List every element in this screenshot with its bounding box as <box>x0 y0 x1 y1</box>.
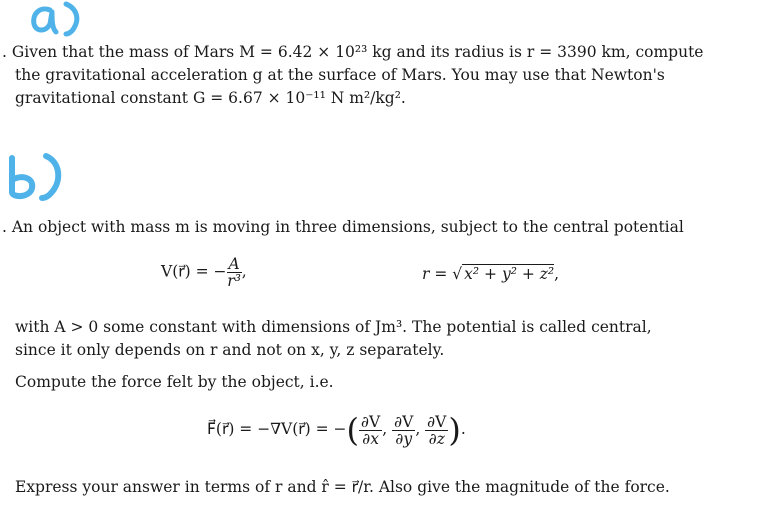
part-a-line-1: . Given that the mass of Mars M = 6.42 × 10²³ kg and its radius is r = 3390 km, compute <box>2 43 704 61</box>
part-b-line-3: since it only depends on r and not on x, y, z separately. <box>15 341 445 359</box>
force-equation <box>207 411 466 449</box>
part-b-line-2: with A > 0 some constant with dimensions of Jm³. The potential is called central, <box>15 318 652 336</box>
radius-lhs: r = <box>422 265 453 283</box>
potential-fraction <box>227 256 242 289</box>
potential-numerator: A <box>228 255 240 273</box>
force-denominator-x: ∂x <box>362 429 379 448</box>
radius-equation <box>422 265 559 283</box>
comma-1: , <box>382 420 393 438</box>
radius-sqrt-body: x² + y² + z² <box>464 265 555 283</box>
force-denominator-y: ∂y <box>395 429 413 448</box>
handwritten-label-b <box>2 152 72 204</box>
part-b-line-5: Express your answer in terms of r and r̂ = r⃗/r. Also give the magnitude of the force. <box>15 478 670 496</box>
part-a-line-3: gravitational constant G = 6.67 × 10⁻¹¹ N m²/kg². <box>15 89 406 107</box>
potential-lhs: V(r⃗) = − <box>161 262 227 281</box>
sqrt-icon: √ <box>452 265 463 283</box>
force-numerator-z: ∂V <box>427 412 447 431</box>
force-fraction-z <box>425 414 448 447</box>
force-numerator-y: ∂V <box>394 412 414 431</box>
potential-end: , <box>241 262 247 281</box>
left-paren-icon: ( <box>346 411 360 449</box>
right-paren-icon: ) <box>448 411 461 449</box>
force-fraction-x <box>359 414 382 447</box>
force-denominator-z: ∂z <box>428 429 445 448</box>
potential-equation <box>161 256 247 289</box>
radius-end: , <box>554 265 560 283</box>
handwritten-b-glyph <box>2 152 72 204</box>
force-numerator-x: ∂V <box>361 412 381 431</box>
potential-denominator: r³ <box>227 272 241 290</box>
comma-2: , <box>415 420 426 438</box>
handwritten-label-a <box>22 0 92 40</box>
force-end: . <box>460 420 466 438</box>
force-lhs: F⃗(r⃗) = −∇V(r⃗) = − <box>207 420 347 438</box>
force-fraction-y <box>392 414 415 447</box>
handwritten-a-glyph <box>22 0 92 40</box>
part-b-line-4: Compute the force felt by the object, i.e. <box>15 373 334 391</box>
part-b-line-1: . An object with mass m is moving in three dimensions, subject to the central potential <box>2 218 684 236</box>
part-a-line-2: the gravitational acceleration g at the surface of Mars. You may use that Newton's <box>15 66 665 84</box>
